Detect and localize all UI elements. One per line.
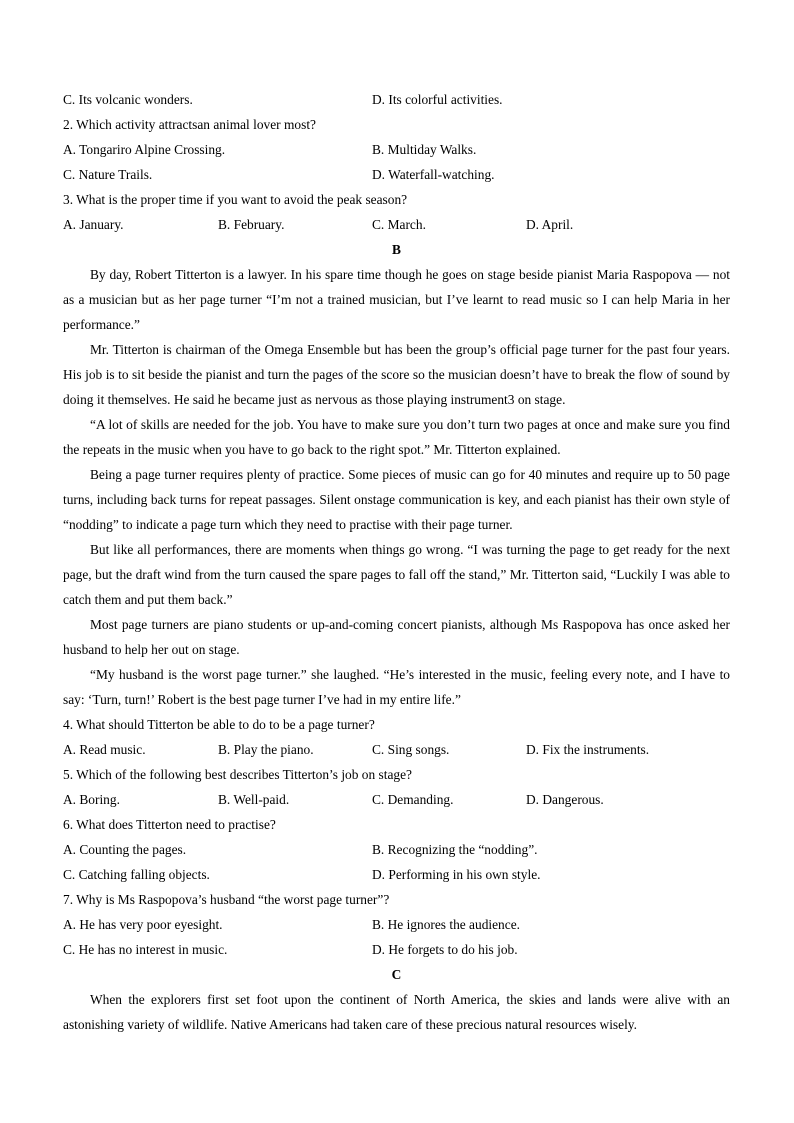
q2-option-a: A. Tongariro Alpine Crossing. — [63, 142, 226, 157]
q4-option-c: C. Sing songs. — [372, 742, 450, 757]
q3-options-row — [63, 212, 730, 237]
q6-option-b: B. Recognizing the “nodding”. — [372, 842, 538, 857]
q2-option-c: C. Nature Trails. — [63, 167, 153, 182]
passage-c-paragraph-1: When the explorers first set foot upon the continent of North America, the skies and lands were alive with an astonishing variety of wildlife. Native Americans had taken care of these precious natural resources wisely. — [63, 992, 730, 1032]
q3-option-d: D. April. — [526, 217, 574, 232]
q5-option-a: A. Boring. — [63, 792, 120, 807]
q5-option-c: C. Demanding. — [372, 792, 454, 807]
q6-options-row-2 — [63, 862, 730, 887]
q4-stem: 4. What should Titterton be able to do to be a page turner? — [63, 717, 375, 732]
q3-option-a: A. January. — [63, 217, 124, 232]
q2-options-row-1 — [63, 137, 730, 162]
q1-options-row — [63, 87, 730, 112]
q7-options-row-1 — [63, 912, 730, 937]
passage-b-paragraph-3: “A lot of skills are needed for the job. You have to make sure you don’t turn two pages at once and make sure you find the repeats in the music when you have to go back to the right spot.” Mr. Titterton explained. — [63, 417, 730, 457]
passage-b-paragraph-6: Most page turners are piano students or up-and-coming concert pianists, although Ms Raspopova has once asked her husband to help her out on stage. — [63, 617, 730, 657]
q2-option-b: B. Multiday Walks. — [372, 142, 477, 157]
section-c-heading: C — [391, 967, 402, 982]
q4-option-b: B. Play the piano. — [218, 742, 314, 757]
q7-option-b: B. He ignores the audience. — [372, 917, 520, 932]
q3-option-c: C. March. — [372, 217, 426, 232]
q5-option-d: D. Dangerous. — [526, 792, 604, 807]
q7-option-a: A. He has very poor eyesight. — [63, 917, 223, 932]
q5-stem: 5. Which of the following best describes Titterton’s job on stage? — [63, 767, 412, 782]
q7-option-d: D. He forgets to do his job. — [372, 942, 518, 957]
section-b-heading: B — [392, 242, 401, 257]
q1-option-c: C. Its volcanic wonders. — [63, 92, 193, 107]
passage-b-paragraph-1: By day, Robert Titterton is a lawyer. In his spare time though he goes on stage beside pianist Maria Raspopova — not as a musician but as her page turner “I’m not a trained musician, but I’ve learnt to read music so I can help Maria in her performance.” — [63, 267, 730, 332]
q5-option-b: B. Well-paid. — [218, 792, 290, 807]
q6-stem: 6. What does Titterton need to practise? — [63, 817, 276, 832]
q7-stem: 7. Why is Ms Raspopova’s husband “the worst page turner”? — [63, 892, 390, 907]
q3-option-b: B. February. — [218, 217, 285, 232]
q4-option-a: A. Read music. — [63, 742, 146, 757]
q2-stem: 2. Which activity attractsan animal lover most? — [63, 117, 316, 132]
exam-page — [63, 87, 730, 1037]
q4-options-row — [63, 737, 730, 762]
q6-option-c: C. Catching falling objects. — [63, 867, 210, 882]
q7-options-row-2 — [63, 937, 730, 962]
q6-option-d: D. Performing in his own style. — [372, 867, 541, 882]
passage-b-paragraph-4: Being a page turner requires plenty of practice. Some pieces of music can go for 40 minutes and require up to 50 page turns, including back turns for repeat passages. Silent onstage communication is key, and each pianist has their own style of “nodding” to indicate a page turn which they need to practise with their page turner. — [63, 467, 730, 532]
q2-option-d: D. Waterfall-watching. — [372, 167, 495, 182]
q2-options-row-2 — [63, 162, 730, 187]
passage-b-paragraph-7: “My husband is the worst page turner.” she laughed. “He’s interested in the music, feeling every note, and I have to say: ‘Turn, turn!’ Robert is the best page turner I’ve had in my entire life.” — [63, 667, 730, 707]
q1-option-d: D. Its colorful activities. — [372, 92, 503, 107]
passage-b-paragraph-2: Mr. Titterton is chairman of the Omega Ensemble but has been the group’s official page turner for the past four years. His job is to sit beside the pianist and turn the pages of the score so the musician doesn’t have to break the flow of sound by doing it themselves. He said he became just as nervous as those playing instrument3 on stage. — [63, 342, 730, 407]
passage-b-paragraph-5: But like all performances, there are moments when things go wrong. “I was turning the page to get ready for the next page, but the draft wind from the turn caused the spare pages to fall off the stand,” Mr. Titterton said, “Luckily I was able to catch them and put them back.” — [63, 542, 730, 607]
q3-stem: 3. What is the proper time if you want to avoid the peak season? — [63, 192, 408, 207]
q6-options-row-1 — [63, 837, 730, 862]
q5-options-row — [63, 787, 730, 812]
q6-option-a: A. Counting the pages. — [63, 842, 187, 857]
q4-option-d: D. Fix the instruments. — [526, 742, 650, 757]
q7-option-c: C. He has no interest in music. — [63, 942, 228, 957]
